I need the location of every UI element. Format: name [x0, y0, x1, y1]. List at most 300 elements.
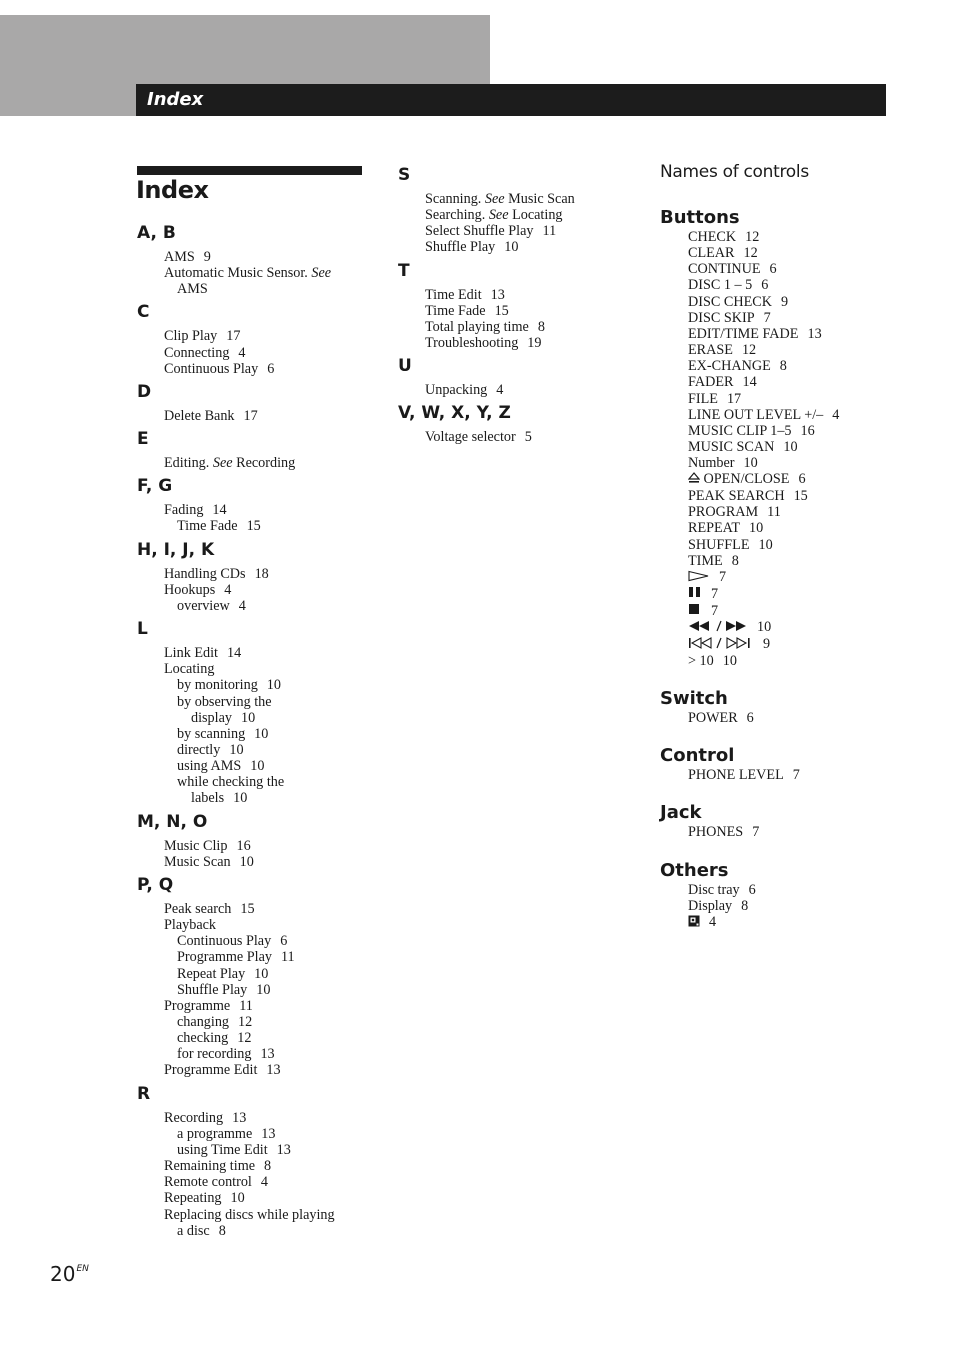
control-entry	[660, 391, 930, 407]
index-entry	[137, 917, 377, 933]
control-name: MUSIC CLIP 1–5	[688, 422, 792, 439]
control-entry	[660, 767, 930, 783]
control-entry-list	[660, 767, 930, 783]
index-entry	[137, 455, 377, 471]
entry-text: while checking the	[177, 774, 285, 791]
rewind-fastforward-icon	[688, 620, 748, 636]
index-entry	[137, 694, 377, 710]
page-reference: 10	[240, 709, 256, 726]
index-letter-heading-a-b: A, B	[137, 223, 176, 243]
page-reference: 6	[280, 933, 288, 950]
entry-text: using Time Edit	[177, 1141, 268, 1158]
control-heading-switch: Switch	[660, 688, 728, 710]
index-letter-heading-c: C	[137, 302, 150, 323]
control-entry	[660, 653, 930, 669]
index-letter-heading-s: S	[398, 165, 411, 185]
entry-text: by monitoring	[177, 677, 258, 694]
index-entry	[137, 677, 377, 693]
control-entry-list	[660, 229, 930, 669]
entry-text: Time Edit	[425, 286, 482, 303]
control-section-spacer	[660, 783, 930, 802]
names-of-controls-column	[660, 161, 930, 931]
index-entry	[137, 726, 377, 742]
page-reference: 13	[266, 1062, 281, 1079]
cross-reference-target: Recording	[236, 455, 296, 472]
control-entry	[660, 310, 930, 326]
control-name: FILE	[688, 390, 718, 407]
control-entry	[660, 619, 930, 636]
page-reference: 7	[763, 309, 771, 326]
control-entry	[660, 569, 930, 586]
page-reference: 7	[711, 602, 719, 619]
index-entry-list	[137, 901, 377, 1079]
page-reference: 10	[233, 790, 248, 807]
entry-text: Connecting	[164, 344, 230, 361]
index-entry-list	[137, 566, 377, 614]
control-name: EDIT/TIME FADE	[688, 325, 799, 342]
entry-text: Music Scan	[164, 853, 231, 870]
entry-text: Repeating	[164, 1190, 222, 1207]
index-entry	[137, 710, 377, 726]
control-name: FADER	[688, 374, 734, 391]
cross-reference-target: Locating	[512, 207, 563, 224]
index-entry	[137, 1110, 377, 1126]
page-reference: 8	[218, 1222, 226, 1239]
entry-text: by scanning	[177, 725, 246, 742]
title-rule	[137, 166, 362, 175]
control-name: LINE OUT LEVEL +/–	[688, 406, 824, 423]
index-entry	[137, 854, 377, 870]
control-entry	[660, 423, 930, 439]
control-entry	[660, 882, 930, 898]
entry-text: Programme Play	[177, 949, 272, 966]
page-reference: 8	[779, 358, 787, 375]
page-reference: 10	[758, 536, 773, 553]
page-reference: 15	[793, 488, 808, 505]
page-reference: 17	[243, 407, 258, 424]
page-reference: 4	[238, 597, 246, 614]
index-entry-list	[398, 382, 638, 398]
index-entry	[137, 645, 377, 661]
control-entry	[660, 504, 930, 520]
entry-text: for recording	[177, 1046, 252, 1063]
page-reference: 12	[237, 1030, 252, 1047]
control-name: Number	[688, 455, 735, 472]
index-entry	[137, 345, 377, 361]
index-entry	[398, 223, 638, 239]
index-entry	[398, 287, 638, 303]
page-reference: 15	[246, 518, 261, 535]
entry-text: Handling CDs	[164, 565, 246, 582]
control-name: DISC 1 – 5	[688, 277, 753, 294]
index-entry	[398, 191, 638, 207]
index-entry	[137, 361, 377, 377]
index-entry-list	[137, 645, 377, 807]
page-reference: 7	[752, 824, 760, 841]
entry-text: Select Shuffle Play	[425, 223, 534, 240]
index-entry	[398, 319, 638, 335]
eject-icon	[688, 472, 700, 488]
index-entry	[137, 982, 377, 998]
index-entry	[398, 429, 638, 445]
control-heading-others: Others	[660, 859, 729, 881]
entry-text: AMS	[164, 249, 195, 265]
page-reference: 18	[254, 565, 269, 582]
entry-text: Unpacking	[425, 382, 488, 399]
control-entry	[660, 914, 930, 931]
control-name: SHUFFLE	[688, 536, 750, 553]
page-reference: 6	[748, 881, 756, 898]
page-reference: 15	[240, 900, 255, 917]
entry-text: Music Clip	[164, 837, 228, 854]
page-reference: 8	[264, 1158, 272, 1175]
page-reference: 4	[260, 1174, 268, 1191]
index-entry	[137, 774, 377, 790]
control-entry-list	[660, 882, 930, 931]
page-reference: 10	[266, 677, 281, 694]
play-icon	[688, 570, 710, 586]
section-spacer	[398, 446, 638, 450]
page-number-suffix: EN	[76, 1264, 89, 1274]
control-entry	[660, 439, 930, 455]
index-entry	[137, 598, 377, 614]
control-entry	[660, 229, 930, 245]
index-entry	[398, 382, 638, 398]
control-entry-list	[660, 710, 930, 726]
control-entry	[660, 636, 930, 653]
page-reference: 14	[212, 502, 227, 519]
index-letter-heading-e: E	[137, 429, 149, 450]
control-entry	[660, 710, 930, 726]
entry-text: Scanning.	[425, 191, 482, 207]
control-entry	[660, 898, 930, 914]
control-name: PHONE LEVEL	[688, 767, 784, 784]
index-entry	[137, 933, 377, 949]
cross-reference-target: Music Scan	[508, 191, 575, 207]
index-entry	[137, 998, 377, 1014]
entry-text: changing	[177, 1014, 230, 1030]
page-reference: 13	[260, 1046, 275, 1063]
entry-text: Repeat Play	[177, 965, 246, 982]
page-reference: 10	[783, 439, 798, 456]
control-name: MUSIC SCAN	[688, 439, 775, 456]
index-entry-list	[137, 838, 377, 870]
index-entry	[137, 281, 377, 297]
control-name: Disc tray	[688, 881, 740, 898]
index-entry	[137, 265, 377, 281]
index-entry	[137, 838, 377, 854]
control-entry	[660, 326, 930, 342]
page-reference: 12	[238, 1014, 253, 1030]
index-entry-list	[137, 408, 377, 424]
page-reference: 4	[832, 406, 840, 423]
page-reference: 12	[743, 245, 758, 262]
entry-text: Peak search	[164, 900, 232, 917]
index-entry	[137, 1126, 377, 1142]
see-reference: See	[212, 455, 233, 472]
entry-text: Link Edit	[164, 645, 218, 662]
stop-icon	[688, 603, 702, 619]
see-reference: See	[311, 265, 332, 282]
index-letter-heading-u: U	[398, 356, 412, 377]
control-entry-list	[660, 824, 930, 840]
index-entry	[398, 207, 638, 223]
index-entry	[137, 1030, 377, 1046]
page-reference: 15	[494, 302, 509, 319]
entry-text: Remote control	[164, 1174, 252, 1191]
index-entry-list	[398, 287, 638, 352]
page-reference: 11	[239, 997, 253, 1014]
index-entry	[137, 502, 377, 518]
page-reference: 10	[239, 853, 254, 870]
control-entry	[660, 520, 930, 536]
entry-text: using AMS	[177, 758, 242, 775]
index-entry	[137, 742, 377, 758]
control-name: TIME	[688, 552, 723, 569]
entry-text: Delete Bank	[164, 407, 235, 424]
entry-text: a programme	[177, 1125, 253, 1142]
index-letter-heading-v-w-x-y-z: V, W, X, Y, Z	[398, 403, 511, 424]
control-name: ERASE	[688, 342, 733, 359]
control-entry	[660, 586, 930, 603]
entry-text: Programme Edit	[164, 1062, 258, 1079]
entry-text: Remaining time	[164, 1158, 256, 1175]
pause-icon	[688, 586, 702, 602]
page-reference: 7	[719, 568, 727, 585]
page-reference: 9	[780, 293, 789, 310]
page-reference: 4	[238, 344, 246, 361]
index-entry	[137, 758, 377, 774]
page-reference: 10	[254, 965, 269, 982]
index-column-1	[137, 222, 377, 1243]
index-entry-list	[137, 249, 377, 297]
index-letter-heading-p-q: P, Q	[137, 874, 174, 895]
page-reference: 6	[798, 471, 806, 488]
entry-text: checking	[177, 1030, 229, 1047]
index-letter-heading-r: R	[137, 1083, 151, 1104]
page-reference: 14	[227, 645, 242, 662]
index-entry-list	[137, 455, 377, 471]
control-entry	[660, 824, 930, 840]
section-header-title: Index	[147, 89, 204, 110]
names-of-controls-title: Names of controls	[660, 162, 809, 182]
entry-text: Shuffle Play	[177, 981, 248, 998]
page-reference: 10	[250, 758, 265, 775]
index-entry	[137, 1223, 377, 1239]
page-reference: 19	[527, 335, 542, 352]
control-entry	[660, 245, 930, 261]
control-section-spacer	[660, 726, 930, 745]
control-name: CONTINUE	[688, 261, 761, 278]
page-reference: 13	[232, 1109, 247, 1126]
index-letter-heading-m-n-o: M, N, O	[137, 811, 208, 832]
control-entry	[660, 537, 930, 553]
index-entry-list	[137, 1110, 377, 1239]
index-letter-heading-h-i-j-k: H, I, J, K	[137, 539, 215, 560]
control-entry	[660, 277, 930, 293]
page-reference: 12	[741, 342, 757, 359]
control-heading-control: Control	[660, 745, 735, 767]
entry-text: Fading	[164, 502, 204, 519]
page-reference: 8	[741, 897, 749, 914]
page-reference: 10	[229, 741, 244, 758]
entry-text: AMS	[177, 281, 208, 298]
skip-prev-next-icon	[688, 637, 754, 653]
index-entry	[137, 966, 377, 982]
page-reference: 13	[276, 1141, 291, 1158]
index-letter-heading-t: T	[398, 260, 410, 281]
control-heading-buttons: Buttons	[660, 207, 740, 228]
index-entry	[137, 328, 377, 344]
index-entry-list	[137, 328, 377, 376]
entry-text: Playback	[164, 917, 217, 934]
page-reference: 9	[763, 636, 771, 653]
page-reference: 4	[496, 382, 504, 399]
index-entry-list	[398, 191, 638, 256]
page-reference: 10	[749, 520, 764, 537]
page-reference: 14	[742, 374, 757, 391]
page-reference: 10	[743, 455, 758, 472]
entry-text: Continuous Play	[177, 933, 272, 950]
page-reference: 16	[236, 837, 251, 854]
control-entry	[660, 455, 930, 471]
index-entry	[137, 901, 377, 917]
control-section-spacer	[660, 841, 930, 860]
page-reference: 10	[722, 653, 737, 669]
index-entry	[137, 790, 377, 806]
control-name: DISC CHECK	[688, 293, 772, 310]
index-entry	[137, 582, 377, 598]
index-entry	[137, 1046, 377, 1062]
entry-text: Time Fade	[177, 518, 238, 535]
control-entry	[660, 407, 930, 423]
page-reference: 13	[490, 286, 505, 303]
page-reference: 8	[537, 318, 545, 335]
control-heading-jack: Jack	[660, 802, 702, 824]
entry-text: Automatic Music Sensor.	[164, 265, 308, 282]
section-header-bar	[136, 84, 886, 116]
page-reference: 11	[280, 949, 295, 966]
see-reference: See	[488, 207, 509, 224]
page-reference: 10	[757, 619, 772, 636]
control-name: CLEAR	[688, 245, 735, 262]
control-entry	[660, 294, 930, 310]
index-entry	[137, 949, 377, 965]
entry-text: Total playing time	[425, 318, 529, 335]
control-name: EX-CHANGE	[688, 358, 771, 375]
page-reference: 7	[792, 767, 800, 784]
page-number	[50, 1262, 89, 1286]
page-reference: 4	[709, 913, 717, 930]
entry-text: Shuffle Play	[425, 239, 496, 256]
index-entry	[137, 1142, 377, 1158]
page-reference: 7	[711, 585, 719, 602]
index-entry	[137, 1062, 377, 1078]
entry-text: Replacing discs while playing	[164, 1206, 335, 1223]
entry-text: a disc	[177, 1222, 210, 1239]
page-reference: 17	[226, 328, 241, 345]
index-column-2	[398, 164, 638, 450]
index-entry	[398, 239, 638, 255]
control-entry	[660, 374, 930, 390]
control-entry	[660, 342, 930, 358]
entry-text: Continuous Play	[164, 360, 259, 377]
control-entry	[660, 553, 930, 569]
page-reference: 6	[761, 277, 769, 294]
entry-text: Clip Play	[164, 328, 218, 345]
page-reference: 12	[745, 229, 760, 245]
page-reference: 16	[800, 422, 815, 439]
page-reference: 10	[256, 981, 271, 998]
index-letter-heading-l: L	[137, 619, 148, 640]
control-section-spacer	[660, 669, 930, 688]
control-name: POWER	[688, 710, 738, 727]
index-entry	[137, 566, 377, 582]
control-name: CHECK	[688, 229, 737, 245]
page-title: Index	[136, 176, 209, 204]
entry-text: Editing.	[164, 455, 210, 472]
see-reference: See	[484, 191, 505, 207]
page-reference: 6	[746, 710, 754, 727]
index-entry	[137, 249, 377, 265]
entry-text: directly	[177, 741, 221, 758]
page-reference: 6	[267, 360, 275, 377]
page-reference: 11	[767, 504, 781, 521]
entry-text: Locating	[164, 661, 215, 678]
page-reference: 6	[769, 261, 777, 278]
entry-text: Hookups	[164, 581, 216, 598]
index-entry	[137, 661, 377, 677]
page-reference: 13	[261, 1125, 276, 1142]
control-entry	[660, 488, 930, 504]
control-name: REPEAT	[688, 520, 741, 537]
page-reference: 11	[542, 223, 557, 240]
page-reference: 13	[807, 325, 822, 342]
index-letter-heading-f-g: F, G	[137, 476, 173, 497]
index-entry-list	[137, 502, 377, 534]
page-reference: 10	[230, 1190, 245, 1207]
index-entry	[137, 1158, 377, 1174]
control-name: DISC SKIP	[688, 309, 755, 326]
index-entry	[137, 1190, 377, 1206]
control-entry	[660, 261, 930, 277]
page-reference: 4	[224, 581, 232, 598]
page-reference: 9	[203, 249, 211, 265]
control-entry	[660, 471, 930, 488]
control-name: OPEN/CLOSE	[703, 471, 790, 488]
page-reference: 10	[254, 725, 269, 742]
index-entry	[398, 335, 638, 351]
remote-sensor-icon	[688, 915, 700, 931]
entry-text: Voltage selector	[425, 429, 516, 446]
index-entry	[137, 1174, 377, 1190]
index-entry	[137, 408, 377, 424]
entry-text: Troubleshooting	[425, 335, 519, 352]
index-entry	[398, 303, 638, 319]
index-entry-list	[398, 429, 638, 445]
entry-text: display	[191, 709, 232, 726]
entry-text: Searching.	[425, 207, 486, 224]
entry-text: overview	[177, 597, 230, 614]
index-entry	[137, 1014, 377, 1030]
section-spacer	[137, 1239, 377, 1243]
entry-text: Recording	[164, 1109, 224, 1126]
index-letter-heading-d: D	[137, 381, 152, 402]
control-entry	[660, 358, 930, 374]
control-name: PHONES	[688, 824, 744, 841]
page-reference: 10	[504, 239, 519, 256]
page-number-value: 20	[50, 1262, 76, 1286]
